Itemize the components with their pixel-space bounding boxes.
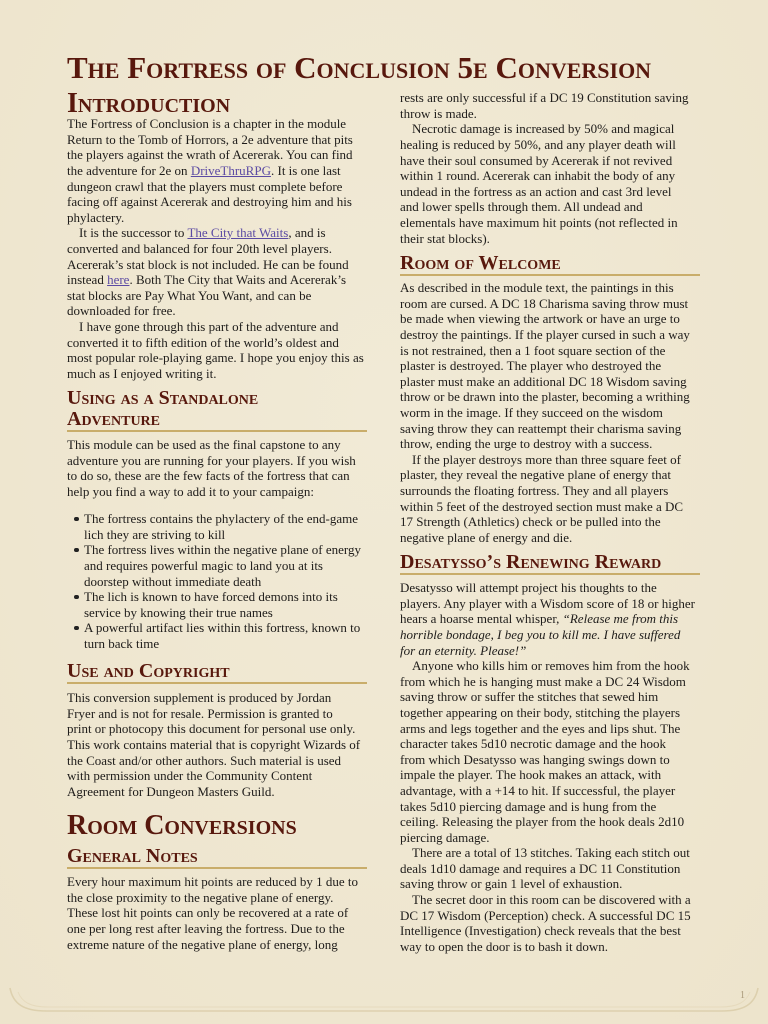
text-span: . It is one last: [270, 162, 341, 178]
text-line: most popular role-playing game. I hope you enjoy this as: [67, 350, 364, 366]
text-line: healing is reduced by 50%, and any player death will: [400, 136, 676, 152]
text-line: players. Any player with a Wisdom score of 18 or higher: [400, 595, 695, 611]
text-line: much as I enjoyed writing it.: [67, 365, 217, 381]
text-line: Intelligence (Investigation) check reveals that the best: [400, 923, 681, 939]
text-span: instead: [67, 272, 108, 288]
text-line: The lich is known to have forced demons into its: [84, 589, 338, 605]
bullet-icon: [74, 517, 79, 522]
text-line: phylactery.: [67, 209, 125, 225]
text-line: This work contains material that is copyright Wizards of: [67, 736, 361, 752]
text-line: with permission under the Community Content: [67, 768, 313, 784]
text-line: print or photocopy this document for personal use only.: [67, 721, 356, 737]
text-line: This conversion supplement is produced by Jordan: [67, 690, 332, 706]
text-line: from which Desatysso was hanging swings down to: [400, 751, 670, 767]
text-line: the players against the wrath of Acererak. You can find: [67, 147, 353, 163]
text-line: doorstep without immediate death: [84, 573, 262, 589]
footer-ornament: [0, 980, 768, 1024]
paragraph: [67, 116, 367, 225]
heading-text: Using as a Standalone Adventure: [67, 386, 259, 430]
text-line: [67, 225, 367, 241]
text-line: throw, ending the urge to destroy with a success.: [400, 436, 653, 452]
list-item: [67, 589, 367, 620]
text-line: elementals have maximum hit points (not reflected in: [400, 214, 678, 230]
text-line: arms and legs together and the eyes and lips shut. The: [400, 720, 681, 736]
text-line: [400, 611, 700, 627]
paragraph: [400, 280, 700, 452]
text-line: service by knowing their true names: [84, 604, 273, 620]
text-line: room are cursed. A DC 18 Charisma saving throw must: [400, 295, 689, 311]
list-item: [67, 542, 367, 589]
text-line: plaster is destroyed. The player who destroyed the: [400, 358, 662, 374]
text-line: have their soul consumed by Acererak if not revived: [400, 152, 673, 168]
subsection-heading: [400, 253, 700, 276]
text-line: Necrotic damage is increased by 50% and magical: [412, 121, 675, 137]
text-line: takes 5d10 piercing damage and is hung from the: [400, 798, 657, 814]
room-conversions-section-heading: [67, 811, 367, 841]
page-title: The Fortress of Conclusion 5e Conversion: [67, 50, 652, 85]
copyright-section: [67, 661, 367, 684]
bullet-icon: [74, 626, 79, 631]
text-line: These lost hit points can only be recovered at a rate of: [67, 905, 349, 921]
link-drivethrurpg[interactable]: DriveThruRPG: [190, 162, 271, 178]
general-notes-section: [67, 846, 367, 869]
text-line: and lower spells through them. All undead and: [400, 199, 643, 215]
text-line: 17 Strength (Athletics) check or be pulled into the: [400, 514, 661, 530]
text-line: their stat blocks).: [400, 230, 490, 246]
text-line: stat blocks are Pay What You Want, and can be: [67, 287, 312, 303]
text-line: within 5 feet of the destroyed section must make a DC: [400, 498, 684, 514]
bullet-icon: [74, 548, 79, 553]
section-heading: Room Conversions: [67, 810, 297, 841]
text-line: [67, 272, 367, 288]
text-line: surrounds the floating fortress. They and all players: [400, 482, 669, 498]
text-line: advantage, with a +14 to hit. If successful, the player: [400, 782, 676, 798]
text-span: . Both The City that Waits and Acererak’s: [129, 272, 346, 288]
paragraph: [67, 225, 367, 319]
text-line: within 1 round. Acererak can inhabit the body of any: [400, 168, 676, 184]
heading-text: Use and Copyright: [67, 659, 230, 682]
text-span: hears a hoarse mental whisper,: [400, 611, 563, 627]
text-line: Agreement for Dungeon Masters Guild.: [67, 783, 275, 799]
text-line: [67, 163, 367, 179]
facts-list: [67, 511, 367, 651]
text-line: This module can be used as the final capstone to any: [67, 437, 341, 453]
heading-text: Desatysso’s Renewing Reward: [400, 550, 662, 573]
desatysso-section: [400, 552, 700, 575]
text-line: impale the player. The hook makes an attack, with: [400, 767, 662, 783]
text-line: deals 1d10 damage and requires a DC 11 Constitution: [400, 860, 681, 876]
text-line: Desatysso will attempt project his thoughts to the: [400, 580, 657, 596]
text-line: destroy the paintings. If the player cursed in such a way: [400, 326, 690, 342]
paragraph: [400, 658, 700, 845]
text-line: A powerful artifact lies within this fortress, known to: [84, 620, 361, 636]
text-line: lich they are striving to kill: [84, 526, 226, 542]
text-line: the close proximity to the negative plane of energy.: [67, 889, 334, 905]
text-line: turn back time: [84, 635, 160, 651]
text-line: one per long rest after leaving the fortress. Due to the: [67, 920, 345, 936]
text-line: saving throw they can reattempt their charisma saving: [400, 420, 682, 436]
whisper-quote: for an eternity. Please!”: [400, 642, 527, 658]
heading-text: General Notes: [67, 844, 198, 867]
text-line: saving throw or gain 1 level of exhaustion.: [400, 876, 623, 892]
subsection-heading: [67, 388, 367, 432]
text-line: Every hour maximum hit points are reduced by 1 due to: [67, 874, 358, 890]
copyright-body: [67, 690, 367, 799]
text-line: The fortress lives within the negative plane of energy: [84, 542, 362, 558]
text-line: converted it to fifth edition of the world’s oldest and: [67, 334, 339, 350]
subsection-heading: [400, 552, 700, 575]
text-line: downloaded for free.: [67, 303, 176, 319]
text-line: Fryer and is not for resale. Permission is granted to: [67, 705, 333, 721]
text-line: extreme nature of the negative plane of energy, long: [67, 936, 338, 952]
text-line: way to open the door is to bash it down.: [400, 938, 608, 954]
page-number: 1: [740, 990, 745, 1001]
room-of-welcome-section: [400, 253, 700, 276]
text-line: dungeon crawl that the players must complete before: [67, 178, 343, 194]
paragraph: [67, 437, 367, 499]
text-line: undead in the fortress as an action and cast 3rd level: [400, 183, 672, 199]
paragraph: [400, 121, 700, 246]
standalone-section: [67, 388, 367, 432]
text-line: is not restrained, then a 1 foot square section of the: [400, 342, 666, 358]
text-line: The secret door in this room can be discovered with a: [412, 892, 691, 908]
link-here[interactable]: here: [107, 272, 130, 288]
link-the-city-that-waits[interactable]: The City that Waits: [187, 225, 289, 241]
text-line: piercing damage.: [400, 829, 490, 845]
text-line: and requires powerful magic to land you at its: [84, 557, 323, 573]
paragraph: [400, 90, 700, 121]
whisper-quote: horrible bondage, I beg you to kill me. I have suffered: [400, 626, 681, 642]
text-line: rests are only successful if a DC 19 Constitution saving: [400, 90, 689, 106]
paragraph: [67, 690, 367, 799]
text-line: As described in the module text, the paintings in this: [400, 280, 674, 296]
list-item: [67, 620, 367, 651]
text-line: plaster, they reveal the negative plane of energy that: [400, 467, 672, 483]
text-line: adventure you are running for your players. If you wish: [67, 452, 356, 468]
room-of-welcome-body: [400, 280, 700, 545]
paragraph: [400, 845, 700, 892]
section-heading: Introduction: [67, 88, 231, 119]
text-line: The Fortress of Conclusion is a chapter in the module: [67, 116, 347, 132]
text-line: If the player destroys more than three square feet of: [412, 451, 681, 467]
text-span: , and is: [288, 225, 326, 241]
text-line: facing off against Acererak and destroying him and his: [67, 194, 352, 210]
list-item: [67, 511, 367, 542]
general-notes-body: [67, 874, 367, 952]
subsection-heading: [67, 846, 367, 869]
standalone-body: [67, 437, 367, 499]
text-line: from which he is hanging must make a DC 24 Wisdom: [400, 673, 686, 689]
text-line: be made when viewing the artwork or have an urge to: [400, 311, 680, 327]
bullet-icon: [74, 595, 79, 600]
text-line: ceiling. Releasing the player from the hook deals 2d10: [400, 814, 685, 830]
paragraph: [400, 452, 700, 546]
desatysso-body: [400, 580, 700, 954]
text-line: the Coast and/or other authors. Such material is used: [67, 752, 342, 768]
text-line: negative plane of energy and die.: [400, 529, 573, 545]
text-line: character takes 5d10 necrotic damage and the hook: [400, 736, 667, 752]
text-line: to do so, these are the few facts of the fortress that can: [67, 468, 350, 484]
text-line: Acererak’s stat block is not included. He can be found: [67, 256, 349, 272]
text-line: Return to the Tomb of Horrors, a 2e adventure that pits: [67, 131, 353, 147]
text-span: the adventure for 2e on: [67, 162, 191, 178]
text-line: saving throw or suffer the stitches that sewed him: [400, 689, 659, 705]
subsection-heading: [67, 661, 367, 684]
text-line: There are a total of 13 stitches. Taking each stitch out: [412, 845, 690, 861]
heading-text: Room of Welcome: [400, 251, 561, 274]
text-line: throw is made.: [400, 105, 477, 121]
paragraph: [67, 874, 367, 952]
text-line: converted and balanced for four 20th level players.: [67, 240, 332, 256]
introduction-section-heading: [67, 89, 367, 119]
general-notes-body-continued: [400, 90, 700, 246]
paragraph: [67, 319, 367, 381]
text-line: together appearing on their body, stitching the players: [400, 704, 681, 720]
text-line: worm in the image. If they succeed on the wisdom: [400, 404, 663, 420]
text-span: It is the successor to: [79, 225, 188, 241]
text-line: The fortress contains the phylactery of the end-game: [84, 511, 358, 527]
text-line: plaster must make an additional DC 18 Wisdom saving: [400, 373, 687, 389]
text-line: help you find a way to add it to your campaign:: [67, 483, 314, 499]
text-line: DC 17 Wisdom (Perception) check. A successful DC 15: [400, 907, 691, 923]
paragraph: [400, 580, 700, 658]
text-line: I have gone through this part of the adventure and: [79, 318, 339, 334]
introduction-body: [67, 116, 367, 381]
text-line: Anyone who kills him or removes him from the hook: [412, 658, 690, 674]
paragraph: [400, 892, 700, 954]
whisper-quote: “Release me from this: [562, 611, 679, 627]
text-line: throw or be drawn into the plaster, becoming a writhing: [400, 389, 690, 405]
